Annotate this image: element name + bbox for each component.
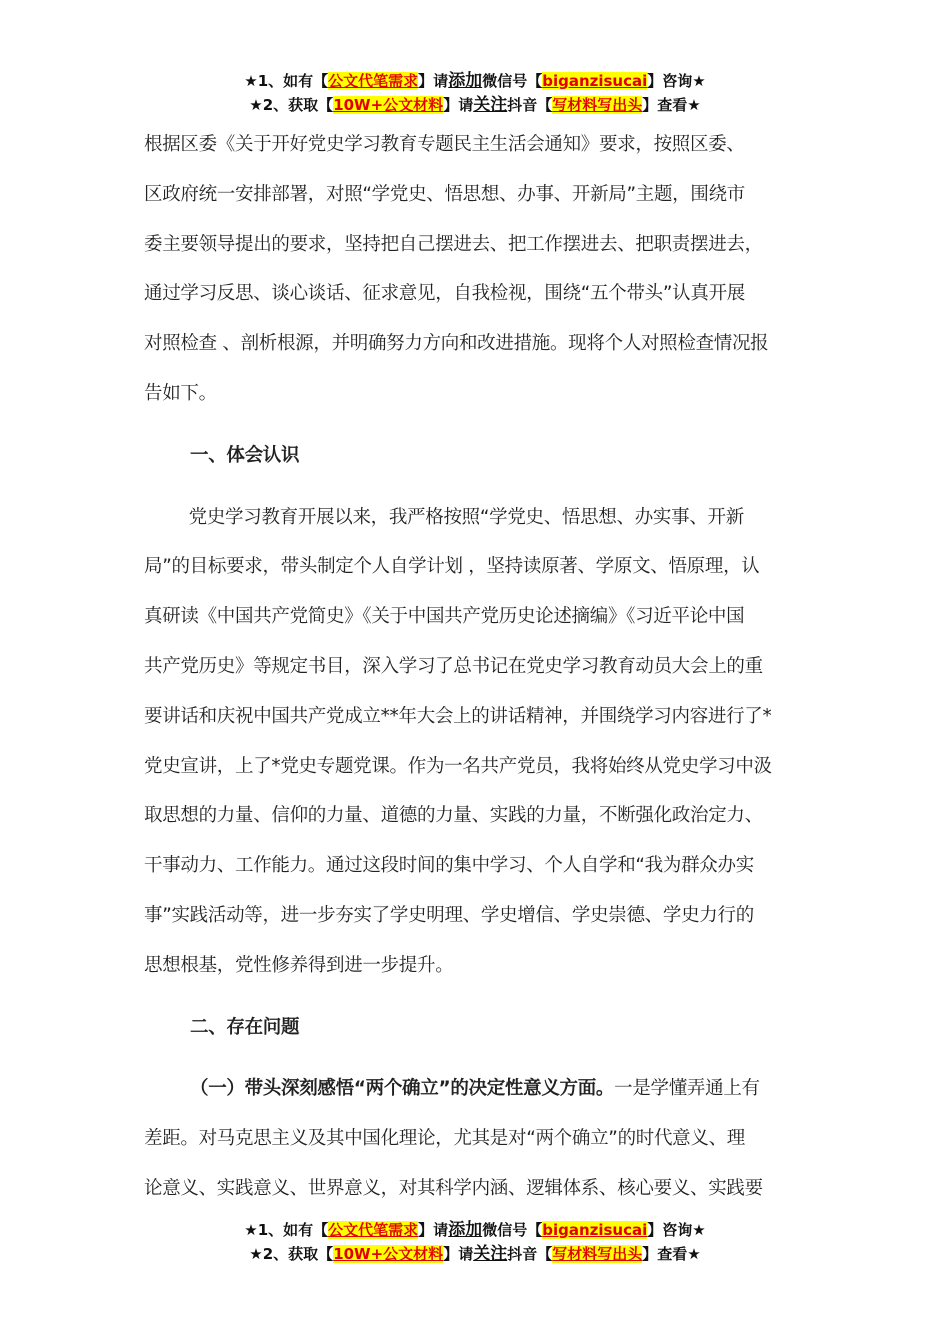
section1-paragraph	[144, 493, 809, 991]
text-line: 区政府统一安排部署，对照“学党史、悟思想、办事、开新局”主题，围绕市	[144, 183, 745, 205]
text-line: 共产党历史》等规定书目，深入学习了总书记在党史学习教育动员大会上的重	[144, 655, 763, 677]
promo-banner-top	[0, 69, 950, 117]
section-heading: 二、存在问题	[190, 1016, 300, 1038]
banner-line-2: ★2、获取【10W+公文材料】请关注抖音【写材料写出头】查看★	[249, 95, 701, 115]
intro-paragraph	[144, 120, 809, 419]
text-line: 通过学习反思、谈心谈话、征求意见，自我检视，围绕“五个带头”认真开展	[144, 283, 745, 305]
text-line: 要讲话和庆祝中国共产党成立**年大会上的讲话精神，并围绕学习内容进行了*	[144, 705, 772, 727]
text-line: 对照检查 、剖析根源，并明确努力方向和改进措施。现将个人对照检查情况报	[144, 333, 769, 355]
text-line: 论意义、实践意义、世界意义，对其科学内涵、逻辑体系、核心要义、实践要	[144, 1177, 763, 1199]
text-line: 干事动力、工作能力。通过这段时间的集中学习、个人自学和“我为群众办实	[144, 855, 754, 877]
text-line: 取思想的力量、信仰的力量、道德的力量、实践的力量，不断强化政治定力、	[144, 805, 763, 827]
text-line: 委主要领导提出的要求，坚持把自己摆进去、把工作摆进去、把职责摆进去，	[144, 233, 763, 255]
text-line: 真研读《中国共产党简史》《关于中国共产党历史论述摘编》《习近平论中国	[144, 606, 745, 628]
banner-line-1: ★1、如有【公文代笔需求】请添加微信号【biganzisucai】咨询★	[244, 1220, 706, 1240]
text-span: 一是学懂弄通上有	[614, 1078, 760, 1100]
section2-paragraph	[144, 1064, 809, 1213]
banner-line-2: ★2、获取【10W+公文材料】请关注抖音【写材料写出头】查看★	[249, 1244, 701, 1264]
subsection-heading: （一）带头深刻感悟“两个确立”的决定性意义方面。	[190, 1078, 615, 1100]
text-line: 事”实践活动等，进一步夯实了学史明理、学史增信、学史崇德、学史力行的	[144, 904, 754, 926]
document-body	[144, 120, 809, 1214]
text-line: 党史宣讲，上了*党史专题党课。作为一名共产党员，我将始终从党史学习中汲	[144, 755, 772, 777]
text-line: 告如下。	[144, 382, 217, 404]
text-line: 党史学习教育开展以来，我严格按照“学党史、悟思想、办实事、开新	[144, 506, 744, 528]
promo-banner-bottom	[0, 1218, 950, 1266]
banner-line-1: ★1、如有【公文代笔需求】请添加微信号【biganzisucai】咨询★	[244, 71, 706, 91]
section-heading: 一、体会认识	[190, 444, 300, 466]
text-line: 差距。对马克思主义及其中国化理论，尤其是对“两个确立”的时代意义、理	[144, 1128, 745, 1150]
text-line: 思想根基，党性修养得到进一步提升。	[144, 954, 454, 976]
text-line: 根据区委《关于开好党史学习教育专题民主生活会通知》要求，按照区委、	[144, 134, 745, 155]
text-line: 局”的目标要求，带头制定个人自学计划 ，坚持读原著、学原文、悟原理，认	[144, 556, 760, 578]
